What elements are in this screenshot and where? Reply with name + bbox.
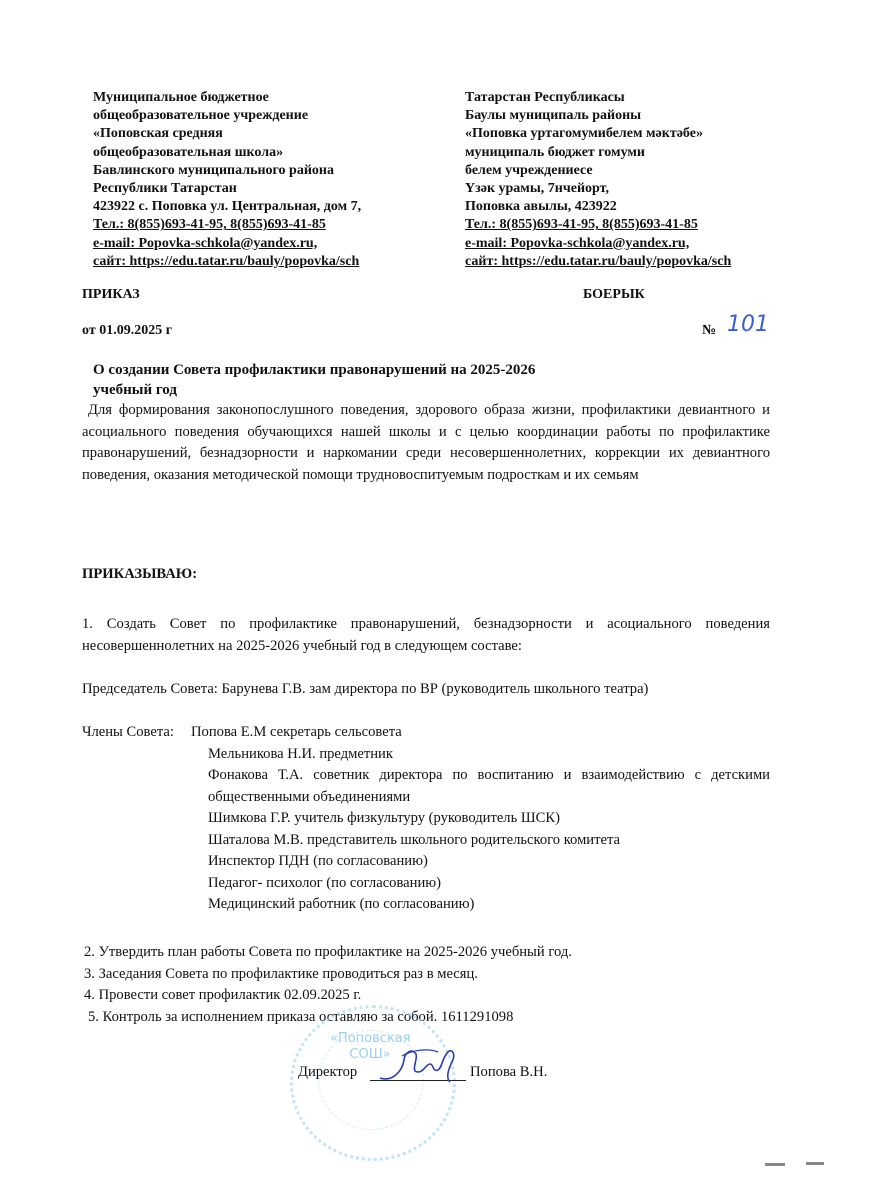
- header-right-line: «Поповка уртагомумибелем мәктәбе»: [465, 126, 703, 142]
- member: Шаталова М.В. представитель школьного родительского комитета: [208, 831, 621, 848]
- preamble: Для формирования законопослушного поведения, здорового образа жизни, профилактики девиантного и асоциального поведения обучающихся нашей школы и с целью координации работы по профилактике правонарушений, безнадзорности и наркомании среди несовершеннолетних, коррекции их девиантного поведения, оказания методической помощи трудновоспитуемым подросткам и их семьям: [82, 402, 770, 483]
- header-left-email[interactable]: e-mail: Popovka-schkola@yandex.ru,: [93, 235, 318, 251]
- header-right-phone: Тел.: 8(855)693-41-95, 8(855)693-41-85: [465, 217, 698, 233]
- header-right: [465, 89, 731, 271]
- header-right-email[interactable]: e-mail: Popovka-schkola@yandex.ru,: [465, 235, 690, 251]
- item-1: 1. Создать Совет по профилактике правонарушений, безнадзорности и асоциального поведения несовершеннолетних на 2025-2026 учебный год в следующем составе:: [82, 616, 770, 654]
- header-right-line: белем учреждениесе: [465, 162, 593, 178]
- member: Фонакова Т.А. советник директора по воспитанию и взаимодействию с детскими общественными объединениями: [208, 767, 770, 805]
- order-label-tt: БОЕРЫК: [583, 287, 645, 302]
- items-list: [84, 942, 572, 1028]
- member: Попова Е.М секретарь сельсовета: [191, 724, 402, 740]
- order-label-ru: ПРИКАЗ: [82, 287, 140, 302]
- scan-mark: [765, 1163, 785, 1166]
- member: Инспектор ПДН (по согласованию): [208, 853, 428, 869]
- order-heading: ПРИКАЗЫВАЮ:: [82, 566, 198, 582]
- header-right-line: Татарстан Республикасы: [465, 90, 625, 105]
- scan-mark: [806, 1162, 824, 1165]
- item: 2. Утвердить план работы Совета по профилактике на 2025-2026 учебный год.: [84, 944, 572, 960]
- header-left-site[interactable]: сайт: https://edu.tatar.ru/bauly/popovka/sch: [93, 253, 360, 269]
- member: Шимкова Г.Р. учитель физкультуру (руководитель ШСК): [208, 810, 560, 826]
- header-left-phone: Тел.: 8(855)693-41-95, 8(855)693-41-85: [93, 217, 326, 233]
- header-left-line: общеобразовательная школа»: [93, 144, 284, 160]
- item: 3. Заседания Совета по профилактике проводиться раз в месяц.: [84, 965, 478, 982]
- header-left-line: Муниципальное бюджетное: [93, 90, 269, 105]
- header-right-site[interactable]: сайт: https://edu.tatar.ru/bauly/popovka/sch: [465, 253, 732, 269]
- item: 5. Контроль за исполнением приказа оставляю за собой. 1611291098: [88, 1008, 514, 1025]
- member: Педагог- психолог (по согласованию): [208, 874, 442, 891]
- header-right-line: Баулы муниципаль районы: [465, 108, 642, 124]
- order-number: 101: [727, 312, 769, 337]
- item: 4. Провести совет профилактик 02.09.2025 г.: [84, 987, 362, 1003]
- members-list: [191, 722, 770, 916]
- signature-role: Директор: [298, 1064, 358, 1080]
- number-label: №: [702, 323, 717, 338]
- header-left-line: Республики Татарстан: [93, 181, 237, 197]
- header-right-line: Үзәк урамы, 7нчейорт,: [465, 181, 609, 197]
- title-line: О создании Совета профилактики правонарушений на 2025-2026: [93, 362, 536, 378]
- signature-icon: [372, 1042, 468, 1086]
- document-title: [93, 360, 535, 400]
- header-left-line: 423922 с. Поповка ул. Центральная, дом 7,: [93, 199, 362, 215]
- header-left-line: «Поповская средняя: [93, 126, 223, 142]
- header-left-line: Бавлинского муниципального района: [93, 162, 334, 178]
- chairman: Председатель Совета: Барунева Г.В. зам директора по ВР (руководитель школьного театра): [82, 681, 649, 697]
- header-left: [93, 89, 361, 271]
- member: Медицинский работник (по согласованию): [208, 896, 475, 912]
- title-line: учебный год: [93, 382, 177, 398]
- stamp-text: «Поповская СОШ»: [330, 1031, 411, 1062]
- members-label: Члены Совета:: [82, 724, 174, 740]
- header-left-line: общеобразовательное учреждение: [93, 108, 309, 124]
- signature-name: Попова В.Н.: [470, 1064, 548, 1080]
- member: Мельникова Н.И. предметник: [208, 745, 393, 762]
- header-right-line: Поповка авылы, 423922: [465, 199, 617, 215]
- header-right-line: муниципаль бюджет гомуми: [465, 144, 645, 160]
- order-date: от 01.09.2025 г: [82, 323, 173, 338]
